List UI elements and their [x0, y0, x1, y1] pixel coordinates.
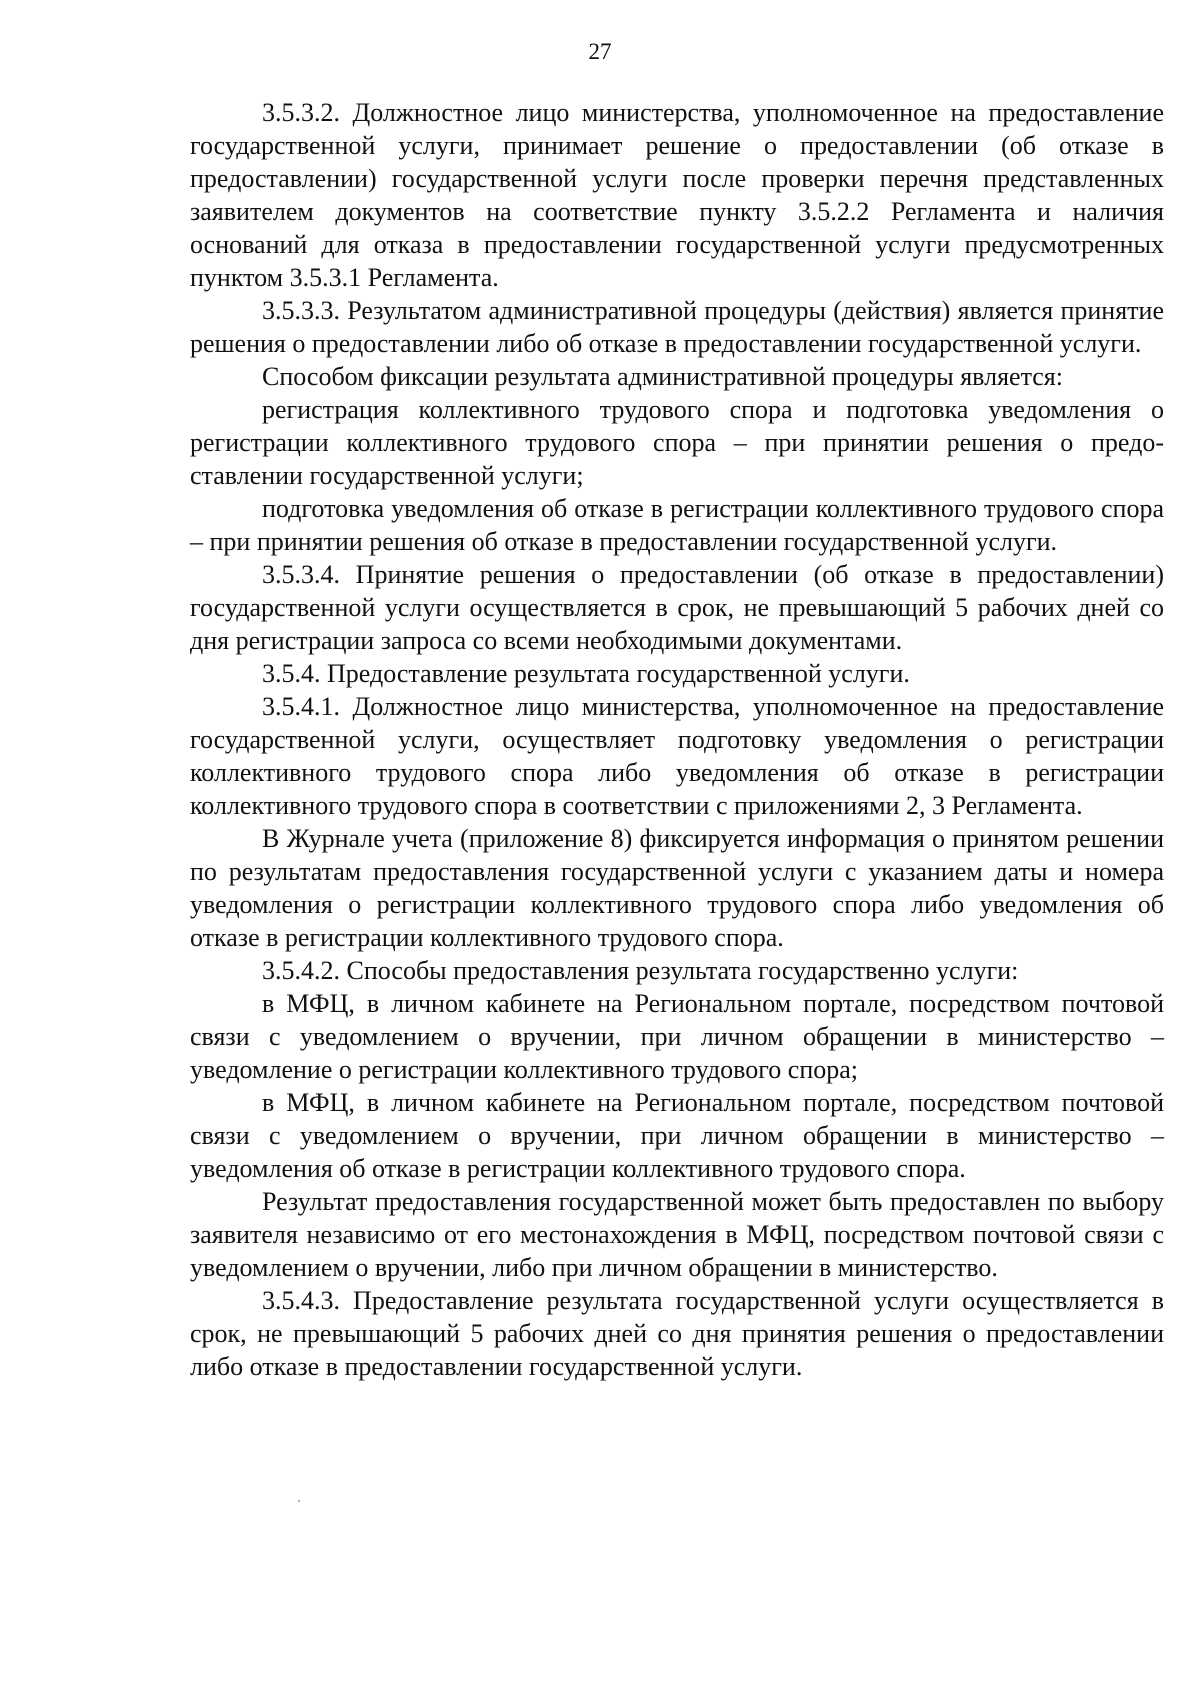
paragraph-3-5-3-2: 3.5.3.2. Должностное лицо министерства, уполномоченное на предоставление государственной услуги, принимает решение о предоставлении (об отказе в предоставлении) государственной услуги после проверки перечня представленных заявителем документов на соответствие пункту 3.5.2.2 Регламента и наличия оснований для отказа в предоставлении государственной услуги предусмотренных пунктом 3.5.3.1 Регламента. — [190, 98, 1164, 292]
paragraph-3-5-4: 3.5.4. Предоставление результата государственной услуги. — [262, 659, 910, 688]
paragraph-result-choice: Результат предоставления государственной может быть предоставлен по выбору заявителя независимо от его местонахождения в МФЦ, посредством почтовой связи с уведомлением о вручении, либо при личном обращении в министерство. — [190, 1187, 1164, 1282]
paragraph-journal: В Журнале учета (приложение 8) фиксируется информация о принятом решении по результатам предоставления государственной услуги с указанием даты и номера уведомления о регистрации коллективного трудового спора либо уведомления об отказе в регистрации коллективного трудового спора. — [190, 824, 1164, 952]
paragraph-3-5-4-2: 3.5.4.2. Способы предоставления результата государственно услуги: — [262, 956, 1019, 985]
paragraph-3-5-4-3: 3.5.4.3. Предоставление результата государственной услуги осуществляется в срок, не превышающий 5 рабочих дней со дня принятия решения о предоставлении либо отказе в предоставлении государственной услуги. — [190, 1286, 1164, 1381]
paragraph-3-5-3-4: 3.5.3.4. Принятие решения о предоставлении (об отказе в предоставлении) государственной услуги осуществляется в срок, не превышающий 5 рабочих дней со дня регистрации запроса со всеми необходимыми документами. — [190, 560, 1164, 655]
paragraph-refusal-item: подготовка уведомления об отказе в регистрации коллективного трудового спора – при принятии решения об отказе в предоставлении государственной услуги. — [190, 494, 1164, 556]
document-body — [190, 96, 1164, 1383]
paragraph-3-5-4-1: 3.5.4.1. Должностное лицо министерства, уполномоченное на предоставление государственной услуги, осуществляет подготовку уведомления о регистрации коллективного трудового спора либо уведомления об отказе в регистрации коллективного трудового спора в соответствии с приложениями 2, 3 Регламента. — [190, 692, 1164, 820]
paragraph-fixation-method: Способом фиксации результата административной процедуры является: — [262, 362, 1063, 391]
paragraph-3-5-3-3: 3.5.3.3. Результатом административной процедуры (действия) является принятие решения о предоставлении либо об отказе в предоставлении государственной услуги. — [190, 296, 1164, 358]
paragraph-registration-item: регистрация коллективного трудового спора и подготовка уведомления о регистрации коллективного трудового спора – при принятии решения о предоставлении государственной услуги; — [190, 395, 1164, 490]
paragraph-delivery-registration: в МФЦ, в личном кабинете на Региональном портале, посредством почтовой связи с уведомлением о вручении, при личном обращении в министерство – уведомление о регистрации коллективного трудового спора; — [190, 989, 1164, 1084]
page-number: 27 — [588, 39, 612, 64]
scan-artifact-dot — [298, 1500, 300, 1502]
paragraph-delivery-refusal: в МФЦ, в личном кабинете на Региональном портале, посредством почтовой связи с уведомлением о вручении, при личном обращении в министерство – уведомления об отказе в регистрации коллективного трудового спора. — [190, 1088, 1164, 1183]
